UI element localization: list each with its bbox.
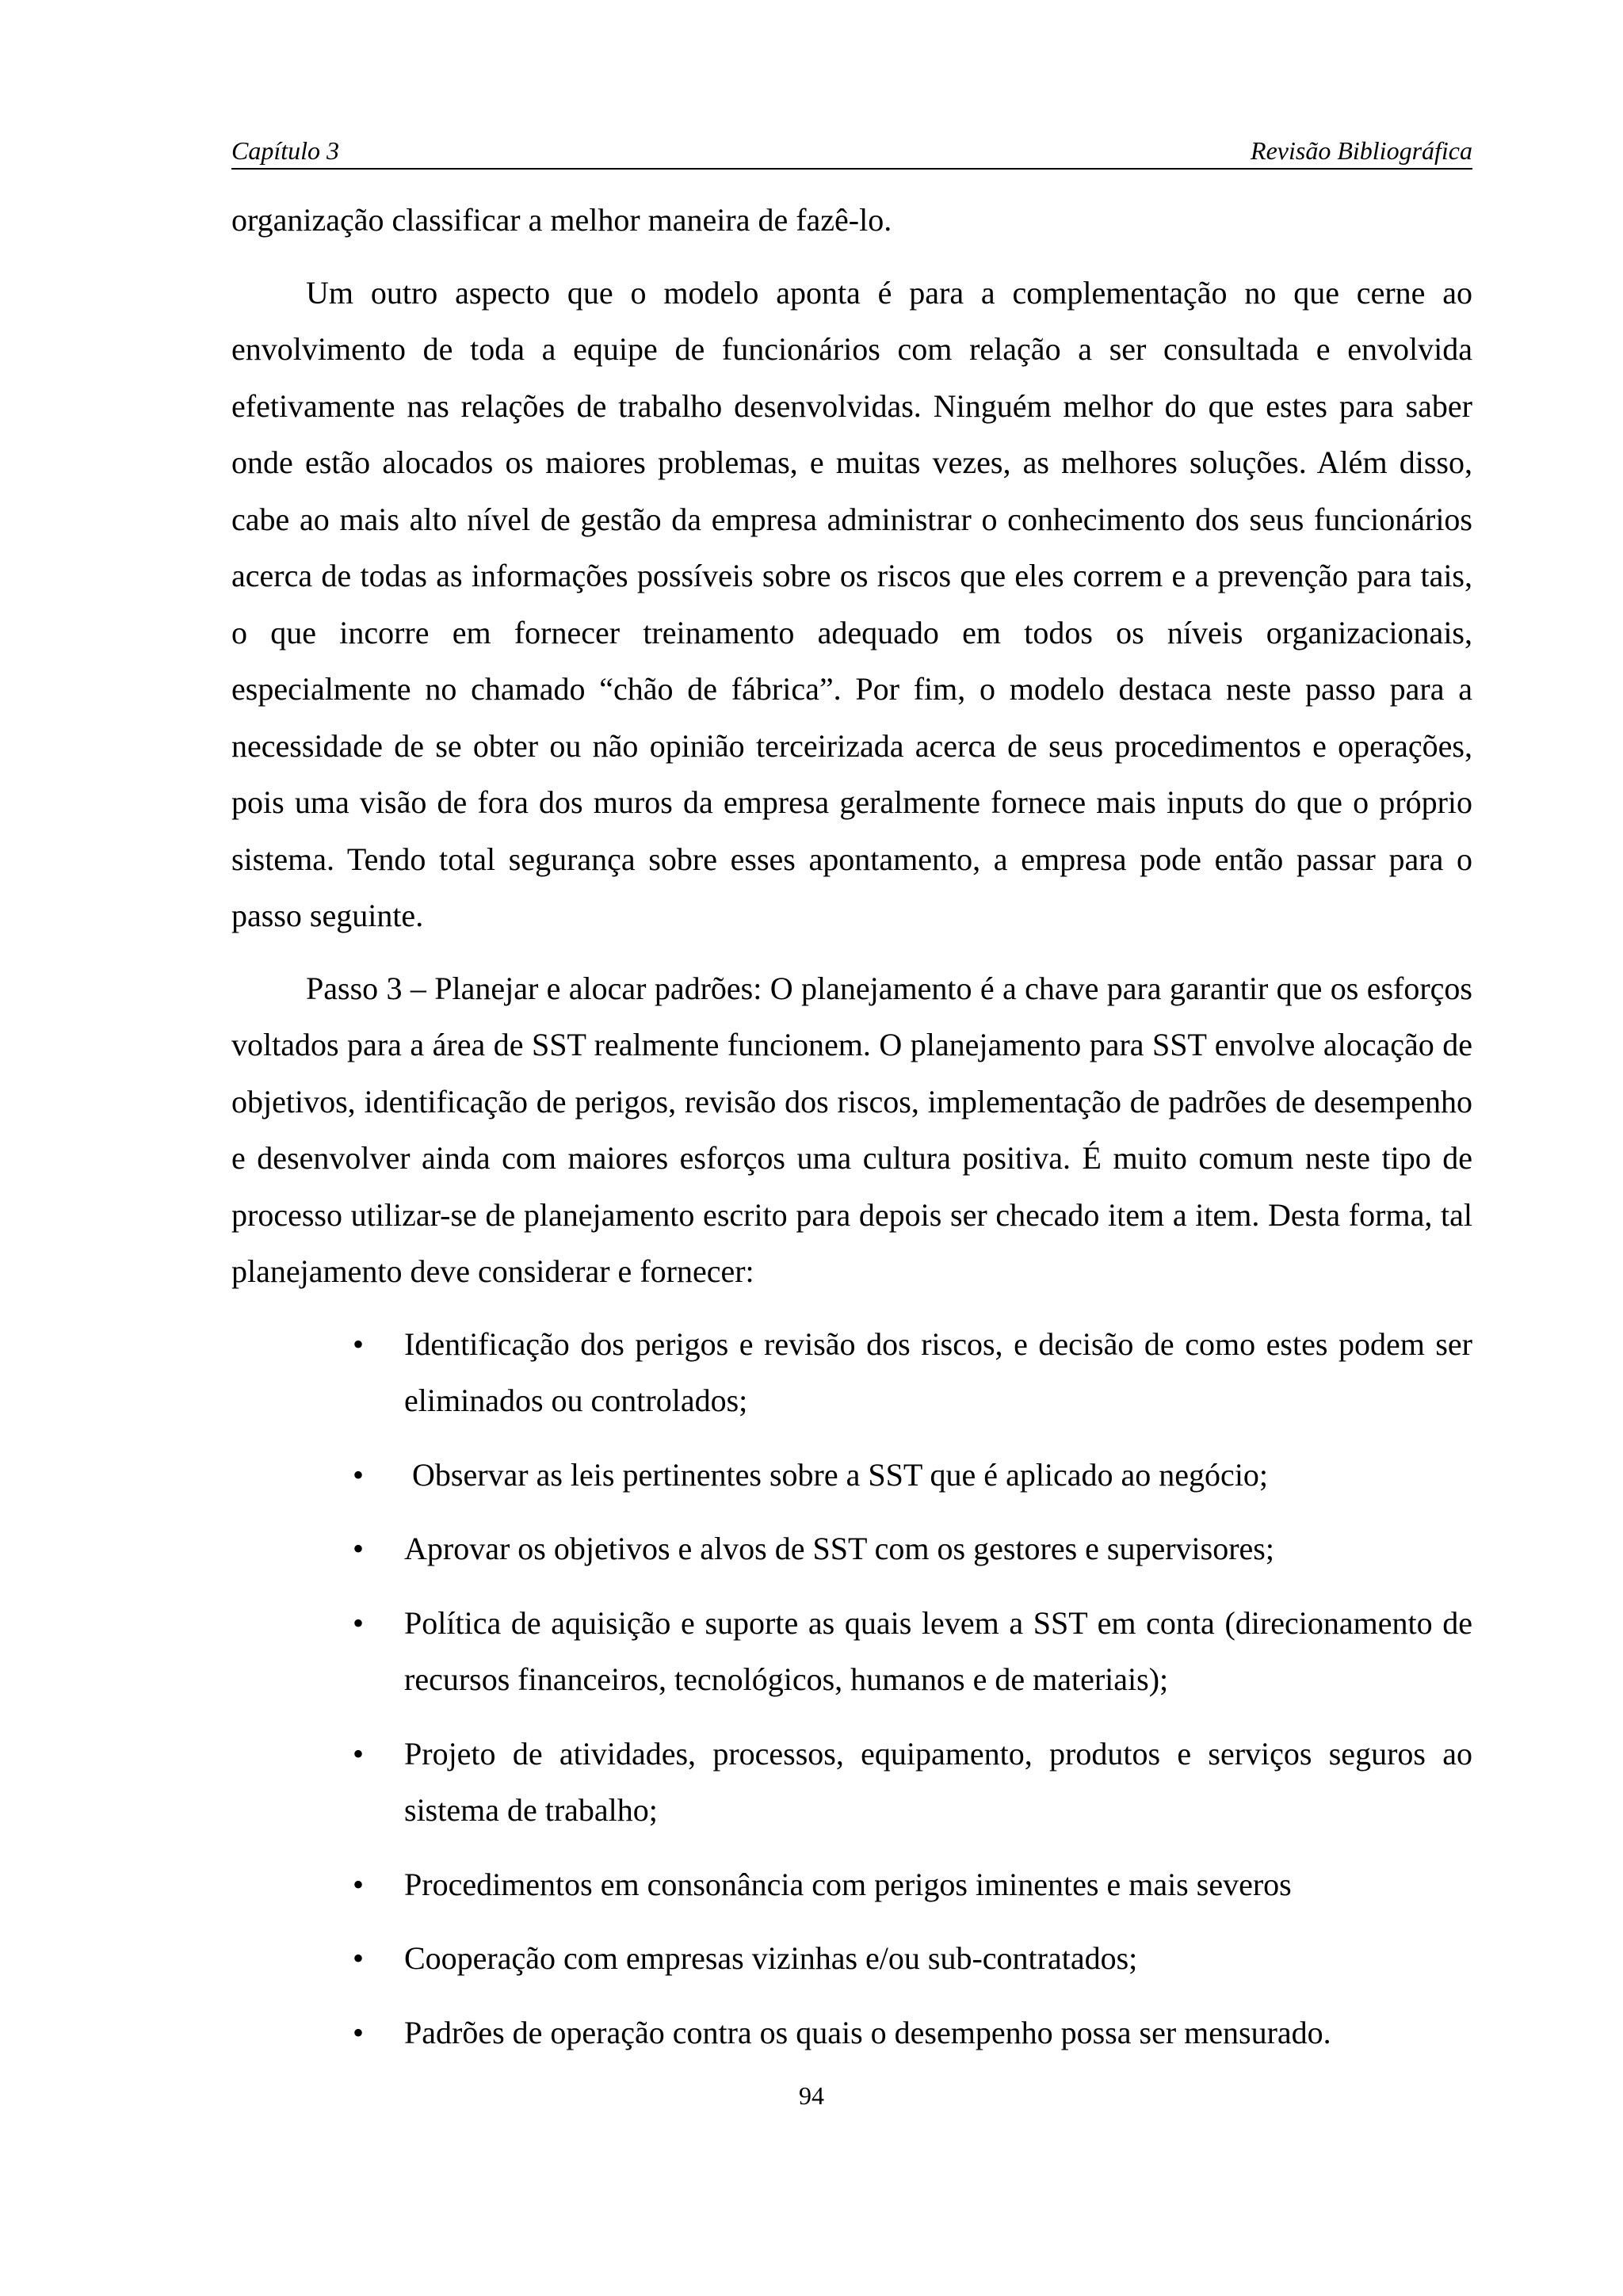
list-item [353, 1595, 1472, 1708]
list-item-text: Cooperação com empresas vizinhas e/ou sub-contratados; [404, 1940, 1138, 1976]
bullet-icon: • [353, 1735, 365, 1772]
bullet-icon: • [353, 1456, 365, 1493]
bullet-icon: • [353, 2014, 365, 2050]
list-item [353, 1856, 1472, 1913]
header-rule [231, 168, 1472, 170]
list-item [353, 1726, 1472, 1839]
list-item-text: Padrões de operação contra os quais o desempenho possa ser mensurado. [404, 2014, 1331, 2050]
list-item [353, 1520, 1472, 1577]
list-item-text: Política de aquisição e suporte as quais levem a SST em conta (direcionamento de recursos financeiros, tecnológicos, humanos e de materiais); [404, 1604, 1472, 1697]
paragraph-model-aspect: Um outro aspecto que o modelo aponta é para a complementação no que cerne ao envolvimento de toda a equipe de funcionários com relação a ser consultada e envolvida efetivamente nas relações de trabalho desenvolvidas. Ninguém melhor do que estes para saber onde estão alocados os maiores problemas, e muitas vezes, as melhores soluções. Além disso, cabe ao mais alto nível de gestão da empresa administrar o conhecimento dos seus funcionários acerca de todas as informações possíveis sobre os riscos que eles correm e a prevenção para tais, o que incorre em fornecer treinamento adequado em todos os níveis organizacionais, especialmente no chamado “chão de fábrica”. Por fim, o modelo destaca neste passo para a necessidade de se obter ou não opinião terceirizada acerca de seus procedimentos e operações, pois uma visão de fora dos muros da empresa geralmente fornece mais inputs do que o próprio sistema. Tendo total segurança sobre esses apontamento, a empresa pode então passar para o passo seguinte. [231, 274, 1472, 933]
bullet-icon: • [353, 1604, 365, 1641]
bullet-icon: • [353, 1325, 365, 1362]
list-item [353, 1930, 1472, 1987]
list-item-text: Identificação dos perigos e revisão dos riscos, e decisão de como estes podem ser eliminados ou controlados; [404, 1325, 1472, 1418]
list-item [353, 1316, 1472, 1429]
header-chapter: Capítulo 3 [231, 136, 340, 165]
header-section: Revisão Bibliográfica [1251, 136, 1472, 165]
planning-bullet-list [231, 1316, 1472, 2061]
paragraph-continuation: organização classificar a melhor maneira de fazê-lo. [231, 202, 892, 238]
list-item [353, 2004, 1472, 2061]
running-header [231, 132, 1472, 170]
paragraph-step-3: Passo 3 – Planejar e alocar padrões: O planejamento é a chave para garantir que os esforços voltados para a área de SST realmente funcionem. O planejamento para SST envolve alocação de objetivos, identificação de perigos, revisão dos riscos, implementação de padrões de desempenho e desenvolver ainda com maiores esforços uma cultura positiva. É muito comum neste tipo de processo utilizar-se de planejamento escrito para depois ser checado item a item. Desta forma, tal planejamento deve considerar e fornecer: [231, 970, 1472, 1289]
page-number: 94 [799, 2081, 824, 2110]
bullet-icon: • [353, 1940, 365, 1976]
list-item-text: Aprovar os objetivos e alvos de SST com os gestores e supervisores; [404, 1531, 1274, 1566]
list-item-text: Projeto de atividades, processos, equipamento, produtos e serviços seguros ao sistema de trabalho; [404, 1735, 1472, 1828]
bullet-icon: • [353, 1866, 365, 1902]
list-item-text: Observar as leis pertinentes sobre a SST que é aplicado ao negócio; [404, 1456, 1269, 1493]
bullet-icon: • [353, 1531, 365, 1566]
list-item [353, 1447, 1472, 1504]
list-item-text: Procedimentos em consonância com perigos iminentes e mais severos [404, 1866, 1292, 1902]
body-text [231, 192, 1472, 2078]
